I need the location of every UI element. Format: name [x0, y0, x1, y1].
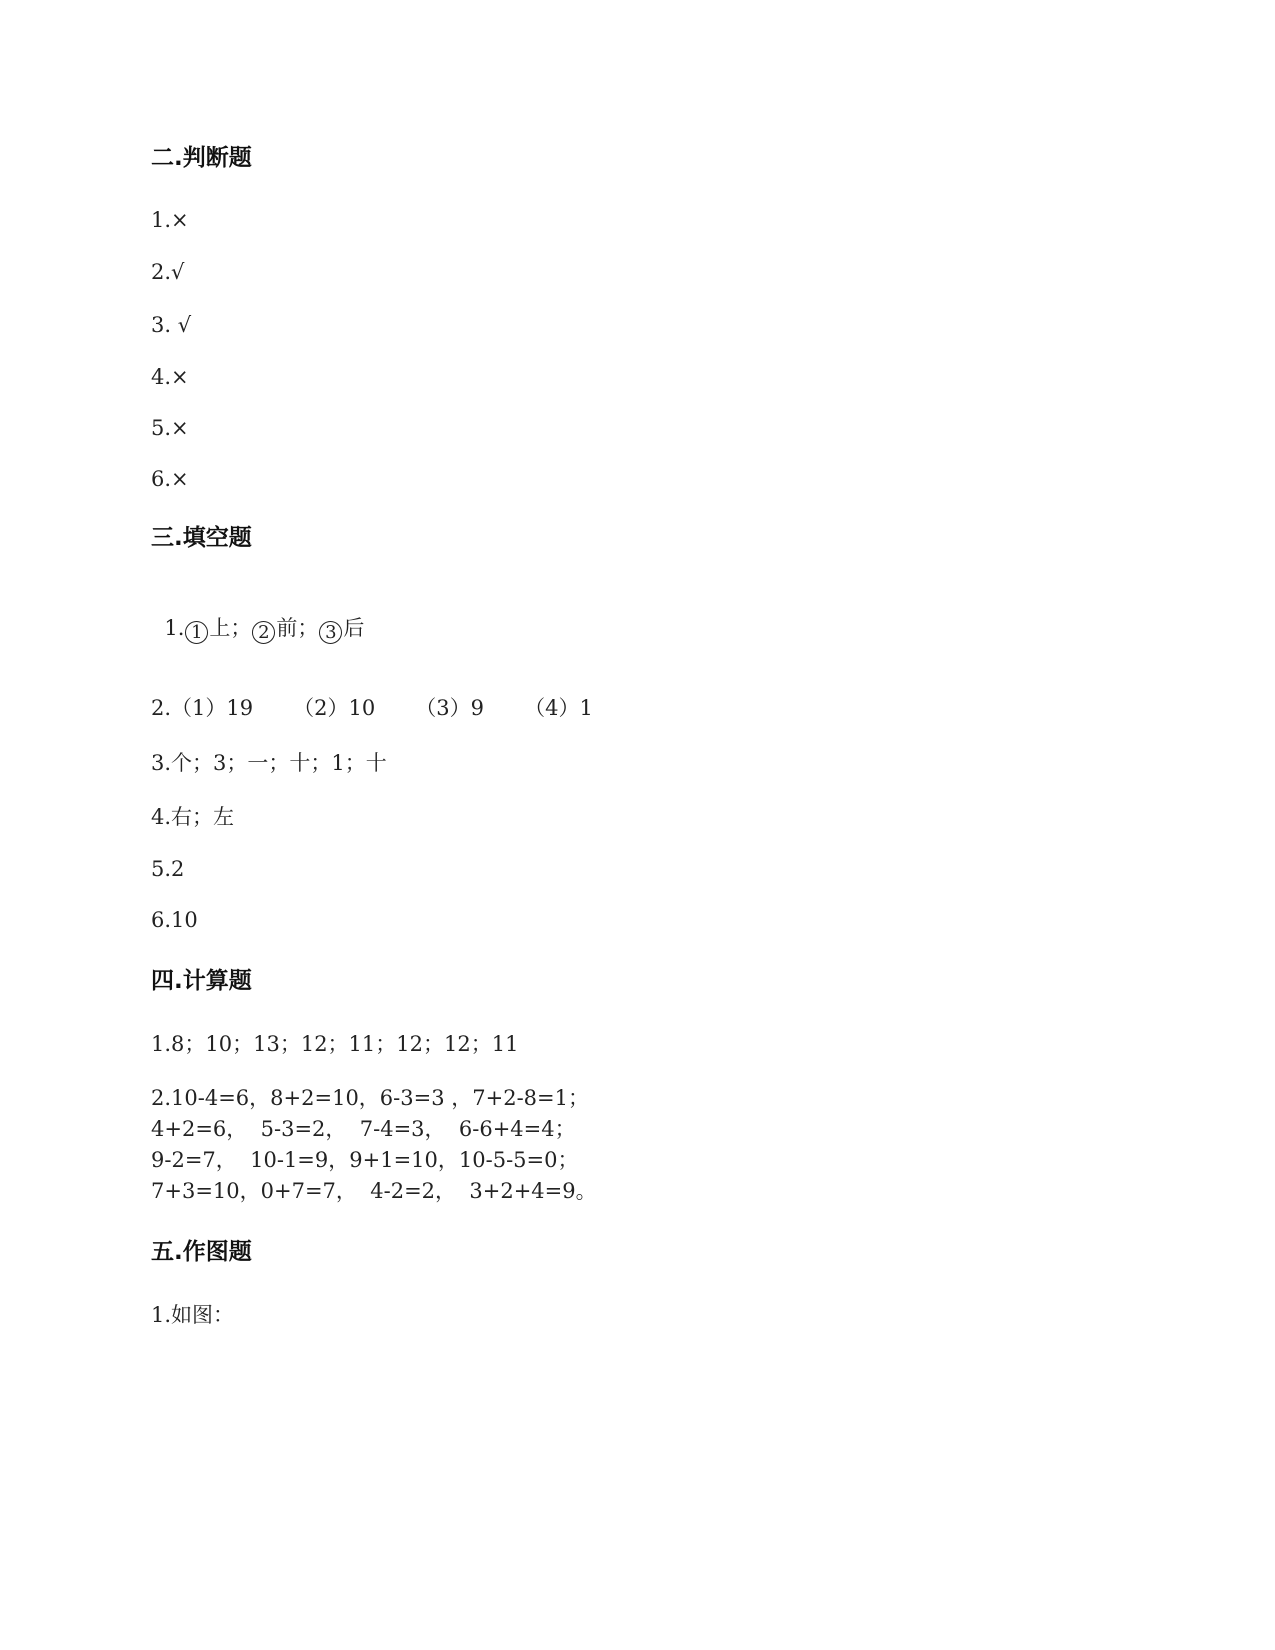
calculation-answer-2-line-4: 7+3=10，0+7=7， 4-2=2， 3+2+4=9。: [151, 1179, 597, 1203]
circled-number-3: 3: [319, 621, 342, 644]
section-heading-drawing: 五.作图题: [151, 1239, 252, 1265]
judgement-answer-5: 5.×: [151, 416, 189, 440]
judgement-answer-3: 3. √: [151, 313, 192, 337]
drawing-answer-1: 1.如图：: [151, 1303, 235, 1327]
fill-in-answer-2: 2.（1）19 （2）10 （3）9 （4）1: [151, 696, 593, 720]
circled-number-1: 1: [185, 621, 208, 644]
answer-text: 上；: [209, 616, 252, 640]
section-heading-calculation: 四.计算题: [151, 968, 252, 994]
calculation-answer-2-line-1: 2.10-4=6，8+2=10，6-3=3 ，7+2-8=1；: [151, 1086, 589, 1110]
calculation-answer-2-line-3: 9-2=7， 10-1=9，9+1=10，10-5-5=0；: [151, 1148, 579, 1172]
judgement-answer-1: 1.×: [151, 208, 189, 232]
answer-number: 1.: [164, 616, 185, 640]
answer-text: 后: [343, 616, 365, 640]
section-heading-judgement: 二.判断题: [151, 145, 252, 171]
calculation-answer-1: 1.8；10；13；12；11；12；12；11: [151, 1032, 519, 1056]
fill-in-answer-4: 4.右；左: [151, 805, 235, 829]
fill-in-answer-5: 5.2: [151, 857, 185, 881]
answer-text: 前；: [276, 616, 319, 640]
judgement-answer-4: 4.×: [151, 365, 189, 389]
fill-in-answer-3: 3.个；3；一；十；1；十: [151, 751, 387, 775]
section-heading-fill-in: 三.填空题: [151, 525, 252, 551]
circled-number-2: 2: [252, 621, 275, 644]
judgement-answer-6: 6.×: [151, 467, 189, 491]
fill-in-answer-1: [151, 589, 364, 644]
fill-in-answer-6: 6.10: [151, 908, 198, 932]
calculation-answer-2-line-2: 4+2=6， 5-3=2， 7-4=3， 6-6+4=4；: [151, 1117, 576, 1141]
judgement-answer-2: 2.√: [151, 260, 185, 284]
